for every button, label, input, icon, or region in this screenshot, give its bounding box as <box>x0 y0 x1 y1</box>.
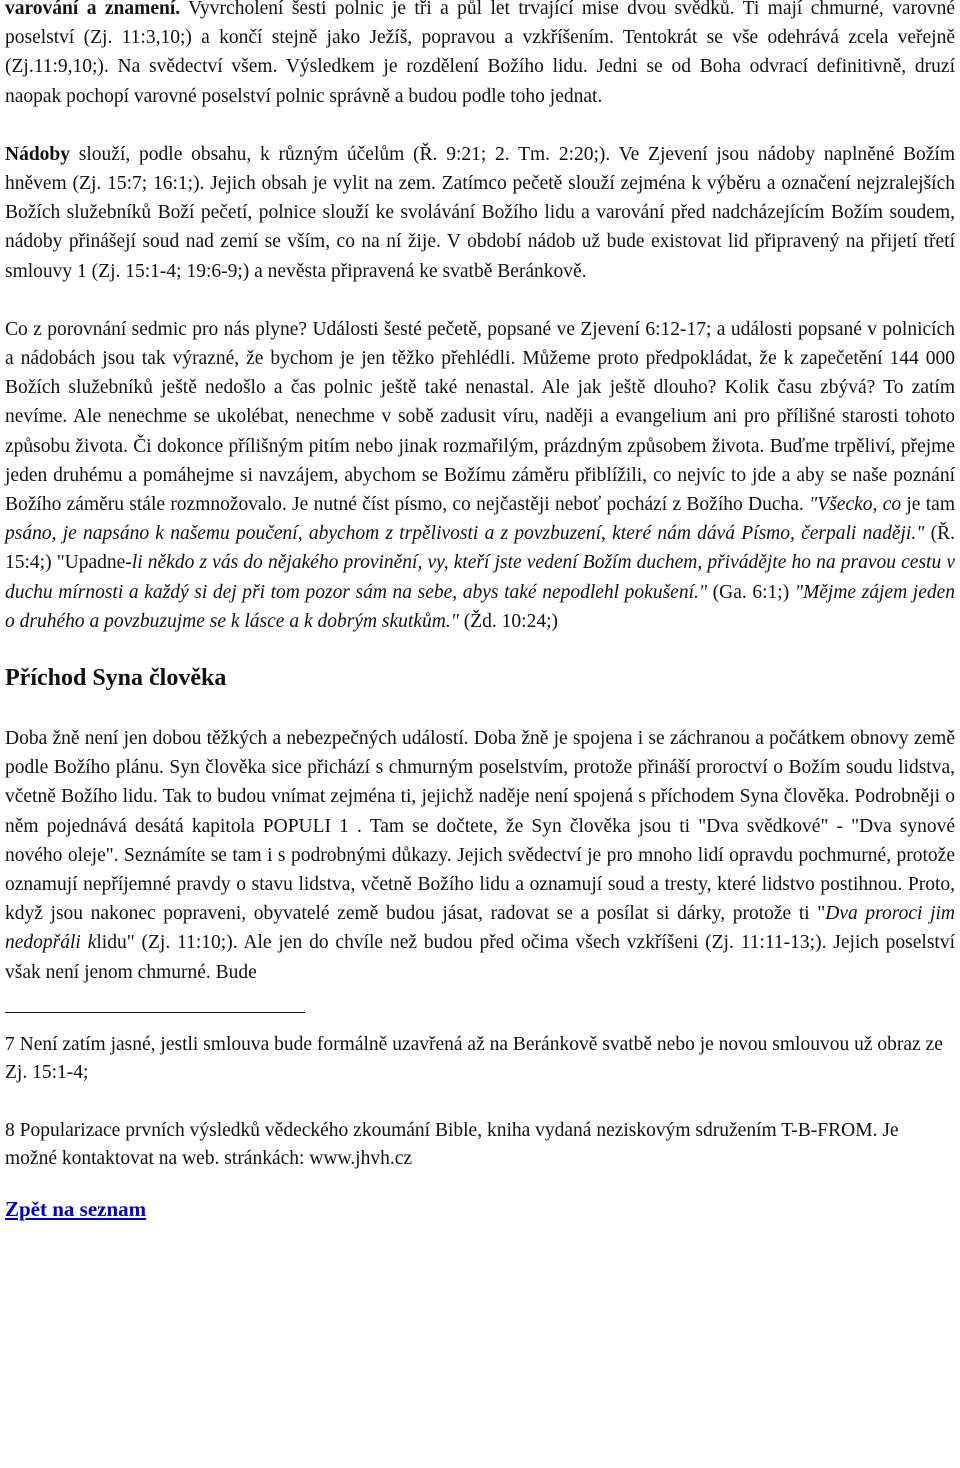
quote-italic: "Všecko, co <box>809 494 902 516</box>
footnote-7: 7 Není zatím jasné, jestli smlouva bude formálně uzavřená až na Beránkově svatbě nebo je novou smlouvou už obraz ze Zj. 15:1-4; <box>5 1033 943 1083</box>
paragraph-text: Co z porovnání sedmic pro nás plyne? Události šesté pečetě, popsané ve Zjevení 6:12-17; a události popsané v polnicích a nádobách jsou tak výrazné, že bychom je jen těžko přehlédli. Můžeme proto předpokládat, že k zapečetění 144 000 Božích služebníků ještě nedošlo a čas polnic ještě také nenastal. Ale jak ještě dlouho? Kolik času zbývá? To zatím nevíme. Ale nenechme se ukolébat, nenechme v sobě zadusit víru, naději a evangelium ani pro přílišné starosti tohoto způsobu života. Či dokonce přílišným pitím nebo jinak rozmařilým, prázdným způsobem života. Buďme trpěliví, přejme jeden druhému a pomáhejme si navzájem, abychom se Božímu záměru přiblížili, co nejvíc to jde a aby se naše poznání Božího záměru stále rozmnožovalo. Je nutné číst písmo, co nejčastěji neboť pochází z Božího Ducha. <box>5 318 955 516</box>
document-page <box>5 0 955 1222</box>
paragraph-text: Vyvrcholení šesti polnic je tři a půl let trvající mise dvou svědků. Ti mají chmurné, varovné poselství (Zj. 11:3,10;) a končí stejně jako Ježíš, popravou a vzkříšením. Tentokrát se vše odehrává zcela veřejně (Zj.11:9,10;). Na svědectví všem. Výsledkem je rozdělení Božího lidu. Jedni se od Boha odvrací definitivně, druzí naopak pochopí varovné poselství polnic správně a budou podle toho jednat. <box>5 0 955 107</box>
paragraph-comparison <box>5 315 955 636</box>
paragraph-text: lidu" (Zj. 11:10;). Ale jen do chvíle než budou před očima všech vzkříšeni (Zj. 11:11-13;). Jejich poselství však není jenom chmurné. Bude <box>5 932 955 983</box>
paragraph-text: (Ř. 15:4;) "Upadne- <box>5 523 955 574</box>
quote-italic: psáno, je napsáno k našemu poučení, abychom z trpělivosti a z povzbuzení, které nám dává Písmo, čerpali naději." <box>5 523 925 545</box>
paragraph-lead-bold: varování a znamení. <box>5 0 181 19</box>
paragraph-text: Doba žně není jen dobou těžkých a nebezpečných událostí. Doba žně je spojena i se záchranou a počátkem obnovy země podle Božího plánu. Syn člověka sice přichází s chmurným poselstvím, protože přináší proroctví o Božím soudu lidstva, včetně Božího lidu. Tak to budou vnímat zejména ti, jejichž naděje není spojená s příchodem Syna člověka. Podrobněji o něm pojednává desátá kapitola POPULI 1 . Tam se dočtete, že Syn člověka jsou ti "Dva svědkové" - "Dva synové nového oleje". Seznámíte se tam i s podrobnými důkazy. Jejich svědectví je pro mnoho lidí opravdu pochmurné, protože oznamují nepříjemné pravdy o stavu lidstva, včetně Božího lidu a oznamují soud a tresty, které lidstvo postihnou. Proto, když jsou nakonec popraveni, obyvatelé země budou jásat, radovat se a posílat si dárky, protože ti " <box>5 728 955 925</box>
back-to-list-link[interactable]: Zpět na seznam <box>5 1196 147 1221</box>
paragraph-text: (Ga. 6:1;) <box>707 581 795 603</box>
paragraph-vessels <box>5 140 955 286</box>
paragraph-trumpets <box>5 0 955 111</box>
quote-italic: li někdo z vás do nějakého provinění, vy, kteří jste vedení Božím duchem, přivádějte ho na pravou cestu v duchu mírnosti a každý si dej při tom pozor sám na sebe, abys také nepodlehl pokušení." <box>5 552 955 603</box>
quote-italic: "Mějme zájem jeden o druhého a povzbuzujme se k lásce a k dobrým skutkům." <box>5 581 955 632</box>
footnote-8: 8 Popularizace prvních výsledků vědeckého zkoumání Bible, kniha vydaná neziskovým sdružením T-B-FROM. Je možné kontaktovat na web. stránkách: www.jhvh.cz <box>5 1119 899 1169</box>
quote-italic: Dva proroci jim nedopřáli k <box>5 903 955 954</box>
paragraph-text: je tam <box>901 494 955 516</box>
paragraph-text: slouží, podle obsahu, k různým účelům (Ř. 9:21; 2. Tm. 2:20;). Ve Zjevení jsou nádoby naplněné Božím hněvem (Zj. 15:7; 16:1;). Jejich obsah je vylit na zem. Zatímco pečetě slouží zejména k výběru a označení nejzralejších Božích služebníků Boží pečetí, polnice slouží ke svolávání Božího lidu a varování před nadcházejícím Božím soudem, nádoby přinášejí soud nad zemí se vším, co na ní žije. V období nádob už bude existovat lid připravený na přijetí třetí smlouvy 1 (Zj. 15:1-4; 19:6-9;) a nevěsta připravená ke svatbě Beránkově. <box>5 143 955 282</box>
paragraph-text: (Žd. 10:24;) <box>458 610 558 632</box>
footnote-divider <box>5 1012 305 1013</box>
section-heading: Příchod Syna člověka <box>5 665 227 692</box>
paragraph-lead-bold: Nádoby <box>5 143 71 165</box>
paragraph-son-of-man <box>5 724 955 987</box>
